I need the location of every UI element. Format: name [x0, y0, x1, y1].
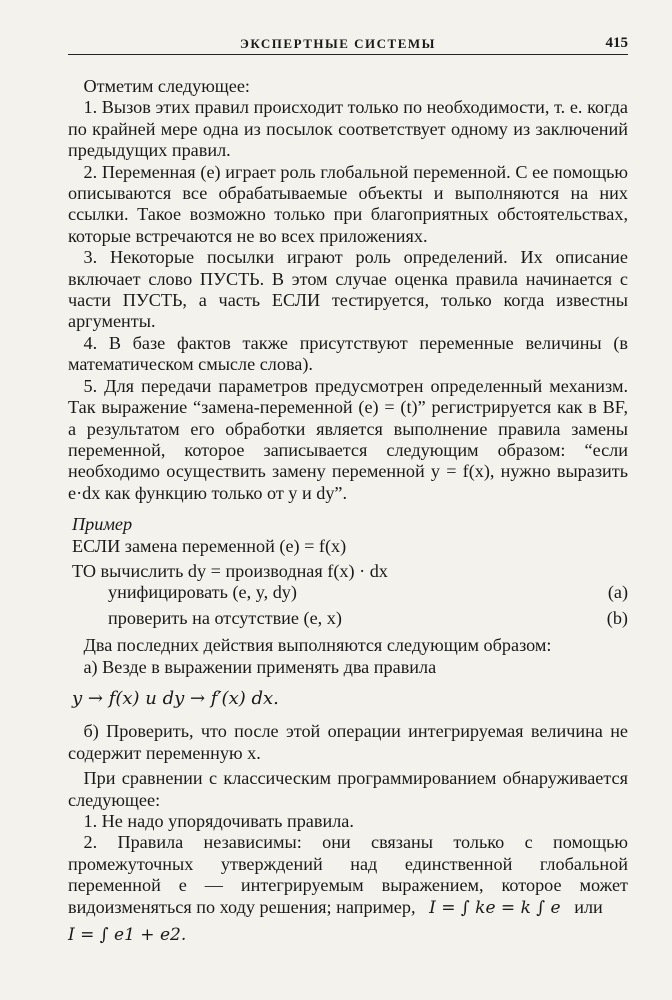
comparison-intro: При сравнении с классическим программированием обнаруживается следующее:: [68, 768, 628, 810]
example-check-tag: (b): [606, 607, 628, 628]
integral-sum-formula: I = ∫ e1 + e2.: [68, 925, 187, 946]
step-a-line: а) Везде в выражении применять два правила: [83, 656, 437, 677]
running-title: ЭКСПЕРТНЫЕ СИСТЕМЫ: [240, 36, 436, 51]
example-then-line: ТО вычислить dy = производная f(x) · dx: [72, 560, 388, 581]
formula-or: или: [574, 896, 603, 917]
example-unify-line: унифицировать (e, y, dy): [108, 582, 297, 603]
page-header: [0, 30, 672, 54]
list-item-2: 2. Переменная (e) играет роль глобальной переменной. С ее помощью описываются все обрабатываемые объекты и выполняются на них ссылки. Такое возможно только при благоприятных обстоятельствах, которые встречаются не во всех приложениях.: [68, 161, 628, 246]
example-block: [68, 514, 628, 629]
example-heading: Пример: [72, 514, 133, 535]
comparison-item-1: 1. Не надо упорядочивать правила.: [83, 811, 354, 831]
list-item-5: 5. Для передачи параметров предусмотрен определенный механизм. Так выражение “замена-переменной (e) = (t)” регистрируется как в BF, а результатом его обработки является выполнение правила замены переменной, которое записывается следующим образом: “если необходимо осуществить замену переменной y = f(x), нужно выразить e·dx как функцию только от y и dy”.: [68, 375, 628, 503]
example-check-line: проверить на отсутствие (e, x): [108, 607, 342, 628]
after-example-line: Два последних действия выполняются следующим образом:: [83, 635, 552, 656]
comparison-item-2-text: 2. Правила независимы: они связаны только с помощью промежуточных утверждений над единственной глобальной переменной e — интегрируемым выражением, которое может видоизменяться по ходу решения; например,: [68, 832, 628, 917]
example-check-row: [72, 608, 628, 629]
integral-example-formula: I = ∫ ke = k ∫ e: [429, 897, 561, 918]
intro-line: Отметим следующее:: [83, 76, 250, 96]
example-if-line: ЕСЛИ замена переменной (e) = f(x): [72, 535, 347, 556]
list-item-3: 3. Некоторые посылки играют роль определений. Их описание включает слово ПУСТЬ. В этом случае оценка правила начинается с части ПУСТЬ, а часть ЕСЛИ тестируется, только когда известны аргументы.: [68, 247, 628, 332]
list-item-1: 1. Вызов этих правил происходит только по необходимости, т. е. когда по крайней мере одна из посылок соответствует одному из заключений предыдущих правил.: [68, 97, 628, 161]
example-unify-row: [72, 582, 628, 603]
page-body: [68, 76, 628, 946]
example-unify-tag: (a): [607, 582, 628, 603]
header-rule: [68, 54, 628, 55]
step-b-line: б) Проверить, что после этой операции интегрируемая величина не содержит переменную x.: [68, 721, 628, 763]
page-number: 415: [605, 35, 628, 51]
comparison-item-2: [68, 832, 628, 919]
list-item-4: 4. В базе фактов также присутствуют переменные величины (в математическом смысле слова).: [68, 332, 628, 375]
substitution-formula: y → f(x) и dy → f′(x) dx.: [72, 687, 279, 709]
